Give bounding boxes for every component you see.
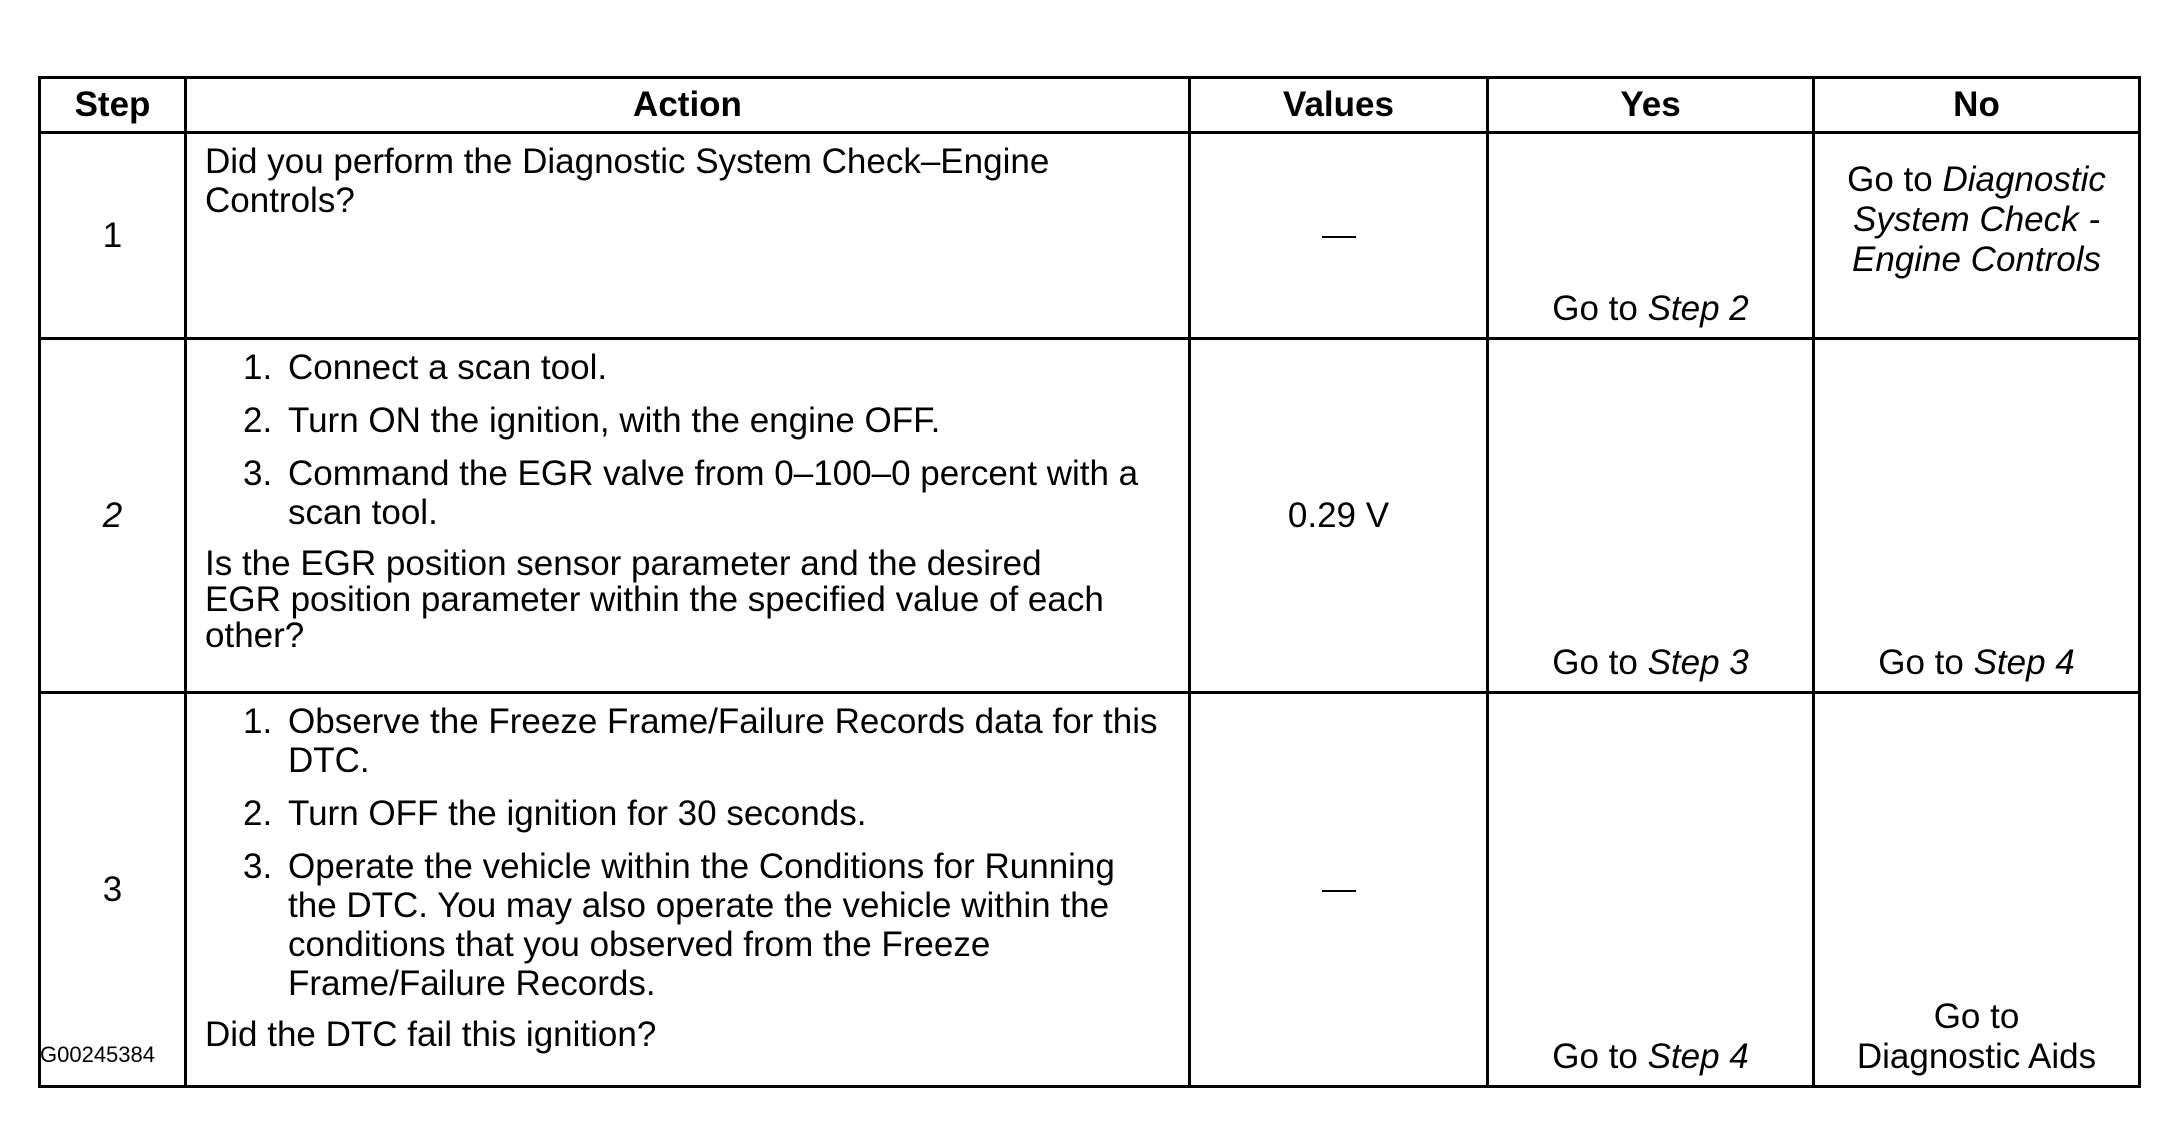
substep-number: 3.: [243, 847, 273, 886]
step-number: 1: [102, 215, 123, 255]
yes-prefix: Go to: [1552, 289, 1638, 328]
header-values: Values: [1190, 78, 1488, 133]
list-item: [243, 454, 1170, 532]
action-question: Is the EGR position sensor parameter and the desired EGR position parameter within the specified value of each other?: [205, 544, 1104, 655]
no-target-link[interactable]: Diagnostic System Check - Engine Controls: [1851, 160, 2106, 279]
table-row: [40, 693, 2140, 1087]
value-dash: [1322, 890, 1356, 892]
step-cell: [40, 133, 186, 339]
list-item: [243, 702, 1170, 780]
substep-number: 1.: [243, 348, 273, 387]
header-no: No: [1814, 78, 2140, 133]
no-cell: [1814, 693, 2140, 1087]
step-cell: [40, 693, 186, 1087]
substep-list: [205, 702, 1170, 1003]
value-dash: [1322, 236, 1356, 238]
substep-number: 3.: [243, 454, 273, 493]
no-prefix: Go to: [1847, 160, 1933, 199]
substep-list: [205, 348, 1170, 532]
action-cell: [186, 339, 1190, 693]
substep-text: Turn ON the ignition, with the engine OFF.: [288, 401, 941, 440]
action-question: Did the DTC fail this ignition?: [205, 1015, 657, 1054]
no-cell: [1814, 133, 2140, 339]
step-cell: [40, 339, 186, 693]
list-item: [243, 847, 1170, 1003]
action-question: Did you perform the Diagnostic System Check–Engine Controls?: [205, 142, 1050, 220]
no-target-link[interactable]: Step 4: [1973, 643, 2075, 682]
yes-prefix: Go to: [1552, 643, 1638, 682]
header-action: Action: [186, 78, 1190, 133]
table-row: [40, 339, 2140, 693]
yes-target-link[interactable]: Step 2: [1647, 289, 1749, 328]
table-row: [40, 133, 2140, 339]
substep-text: Observe the Freeze Frame/Failure Records data for this DTC.: [288, 702, 1158, 780]
yes-cell: [1488, 339, 1814, 693]
yes-cell: [1488, 693, 1814, 1087]
substep-text: Turn OFF the ignition for 30 seconds.: [288, 794, 867, 833]
no-prefix: Go to: [1878, 643, 1964, 682]
list-item: [243, 401, 1170, 440]
header-step: Step: [40, 78, 186, 133]
header-yes: Yes: [1488, 78, 1814, 133]
header-row: [40, 78, 2140, 133]
list-item: [243, 348, 1170, 387]
substep-number: 2.: [243, 401, 273, 440]
action-cell: [186, 133, 1190, 339]
value-text: 0.29 V: [1287, 495, 1390, 535]
substep-text: Operate the vehicle within the Conditions for Running the DTC. You may also operate the vehicle within the conditions that you observed from the Freeze Frame/Failure Records.: [288, 847, 1115, 1003]
list-item: [243, 794, 1170, 833]
step-number: 3: [102, 869, 123, 909]
value-cell: [1190, 133, 1488, 339]
action-cell: [186, 693, 1190, 1087]
value-cell: [1190, 693, 1488, 1087]
substep-text: Connect a scan tool.: [288, 348, 608, 387]
diagnostic-table: [38, 76, 2141, 1088]
substep-number: 1.: [243, 702, 273, 741]
yes-prefix: Go to: [1552, 1037, 1638, 1076]
substep-number: 2.: [243, 794, 273, 833]
value-cell: [1190, 339, 1488, 693]
yes-target-link[interactable]: Step 3: [1647, 643, 1749, 682]
no-target-link[interactable]: Diagnostic Aids: [1856, 1037, 2097, 1076]
no-prefix: Go to: [1933, 997, 2020, 1036]
figure-id: G00245384: [40, 1042, 155, 1067]
no-cell: [1814, 339, 2140, 693]
yes-target-link[interactable]: Step 4: [1647, 1037, 1749, 1076]
yes-cell: [1488, 133, 1814, 339]
substep-text: Command the EGR valve from 0–100–0 percent with a scan tool.: [288, 454, 1139, 532]
step-number: 2: [102, 495, 123, 535]
